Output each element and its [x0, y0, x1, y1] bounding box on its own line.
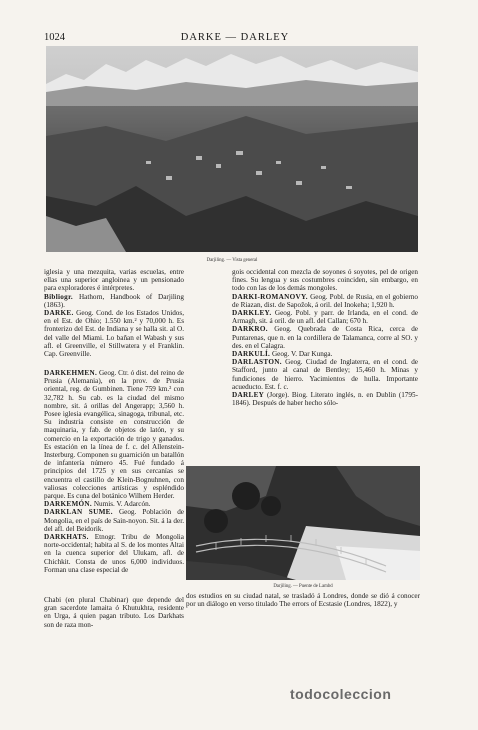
- entry-darkro: DARKRO. Geog. Quebrada de Costa Rica, cerca de Puntarenas, que n. en la cordillera de Talamanca, corre al SO. y des. en el Calagra.: [232, 325, 418, 350]
- entry-darley: DARLEY (Jorge). Biog. Literato inglés, n. en Dublin (1795-1846). Después de haber hecho sólo-: [232, 391, 418, 408]
- entry-darki-romanovy: DARKI-ROMANOVY. Geog. Pobl. de Rusia, en el gobierno de Riazan, dist. de Sapožok, á oril. del Inokeha; 1,920 h.: [232, 292, 418, 309]
- page-number: 1024: [44, 32, 65, 43]
- entry-darke: DARKE. Geog. Cond. de los Estados Unidos, en el Est. de Ohio; 1.550 km.² y 70,000 h. Es fronterizo del Est. de Indiana y se halla sit. al O. del valle del Miami. Lo bañan el Wabash y sus afl. el Greenville, el Stillwatera y el Franklin. Cap. Greenville.: [44, 309, 184, 359]
- darjiling-panorama-photo: [46, 46, 418, 252]
- bottom-right-text: dos estudios en su ciudad natal, se trasladó á Londres, donde se dió á conocer por un diálogo en verso titulado The errors of Ecstasie (Londres, 1822), y: [186, 592, 420, 609]
- running-title: DARKE — DARLEY: [180, 32, 290, 43]
- page-header: [44, 32, 426, 46]
- photo2-caption: Darjiling. — Puente de Lambd: [273, 584, 333, 589]
- entry-darlaston: DARLASTON. Geog. Ciudad de Inglaterra, en el cond. de Stafford, junto al canal de Bentley; 15,460 h. Minas y fundiciones de hierro. Yacimientos de hulla. Importante acueducto. Est. f. c.: [232, 358, 418, 391]
- left-column: [44, 268, 184, 358]
- entry-darkley: DARKLEY. Geog. Pobl. y parr. de Irlanda, en el cond. de Armagh, sit. á oril. de un afl. del Callan; 670 h.: [232, 309, 418, 326]
- entry-darkhats: DARKHATS. Etnogr. Tribu de Mongolia norte-occidental; habita al S. de los montes Altai en la cuenca superior del Ulukam, afl. de Chichkit. Consta de unos 6,000 individuos. Forman una clase especial de: [44, 533, 184, 574]
- entry-bibliogr: Bibliogr. Hathorn, Handbook of Darjiling (1863).: [44, 292, 184, 309]
- watermark-logo: todocoleccion: [290, 686, 392, 702]
- left-column-lower: [44, 369, 184, 574]
- entry-darklan-sume: DARKLAN SUME. Geog. Población de Mongolia, en el país de Sain-noyon. Sit. á la der. del afl. del Beidorik.: [44, 508, 184, 533]
- entry-continuation-left: iglesia y una mezquita, varias escuelas, entre ellas una superior angloinea y un pensionado para exploradores é intérpretes.: [44, 268, 184, 293]
- photo1-caption: Darjiling. — Vista general: [206, 258, 258, 263]
- darjiling-panorama-illustration: [46, 46, 418, 252]
- entry-darkemon: DARKEMÓN. Numis. V. Adarcón.: [44, 500, 151, 509]
- right-column: [232, 268, 418, 407]
- bridge-photo: [186, 466, 420, 580]
- bridge-illustration: [186, 466, 420, 580]
- bottom-left-text: Chabi (en plural Chabinar) que depende del gran sacerdote lamaita ó Khutukhta, residente en Urga, á quien pagan tributo. Los Darkhats son de raza mon-: [44, 596, 184, 629]
- entry-darkehmen: DARKEHMEN. Geog. Ctr. ó dist. del reino de Prusia (Alemania), en la prov. de Prusia oriental, reg. de Gumbinen. Tiene 759 km.² con 32,782 h. Su cab. es la ciudad del mismo nombre, sit. á orillas del Angerapp; 3,560 h. Posee iglesia evangélica, sinagoga, tribunal, etc. Su industria consiste en construcción de maquinaria, y fab. de objetos de latón, y su comercio en la exportación de trigo y ganados. Es estación en la línea de f. c. del Allenstein-Insterburg. Componen su guarnición un batallón de infantería número 45. Fué fundado á principios del 1725 y en sus cercanías se encuentra el castillo de Klein-Bognuhnen, con valiosas colecciones artísticas y espléndido parque. Es cuna del botánico Wilhem Herder.: [44, 369, 184, 501]
- entry-continuation-right: gois occidental con mezcla de soyones ó soyotes, pel de origen fines. Su lengua y sus costumbres coinciden, sin embargo, en todo con las de los demás mongoles.: [232, 268, 418, 293]
- entry-darkuli: DARKULÍ. Geog. V. Dar Kunga.: [232, 350, 333, 359]
